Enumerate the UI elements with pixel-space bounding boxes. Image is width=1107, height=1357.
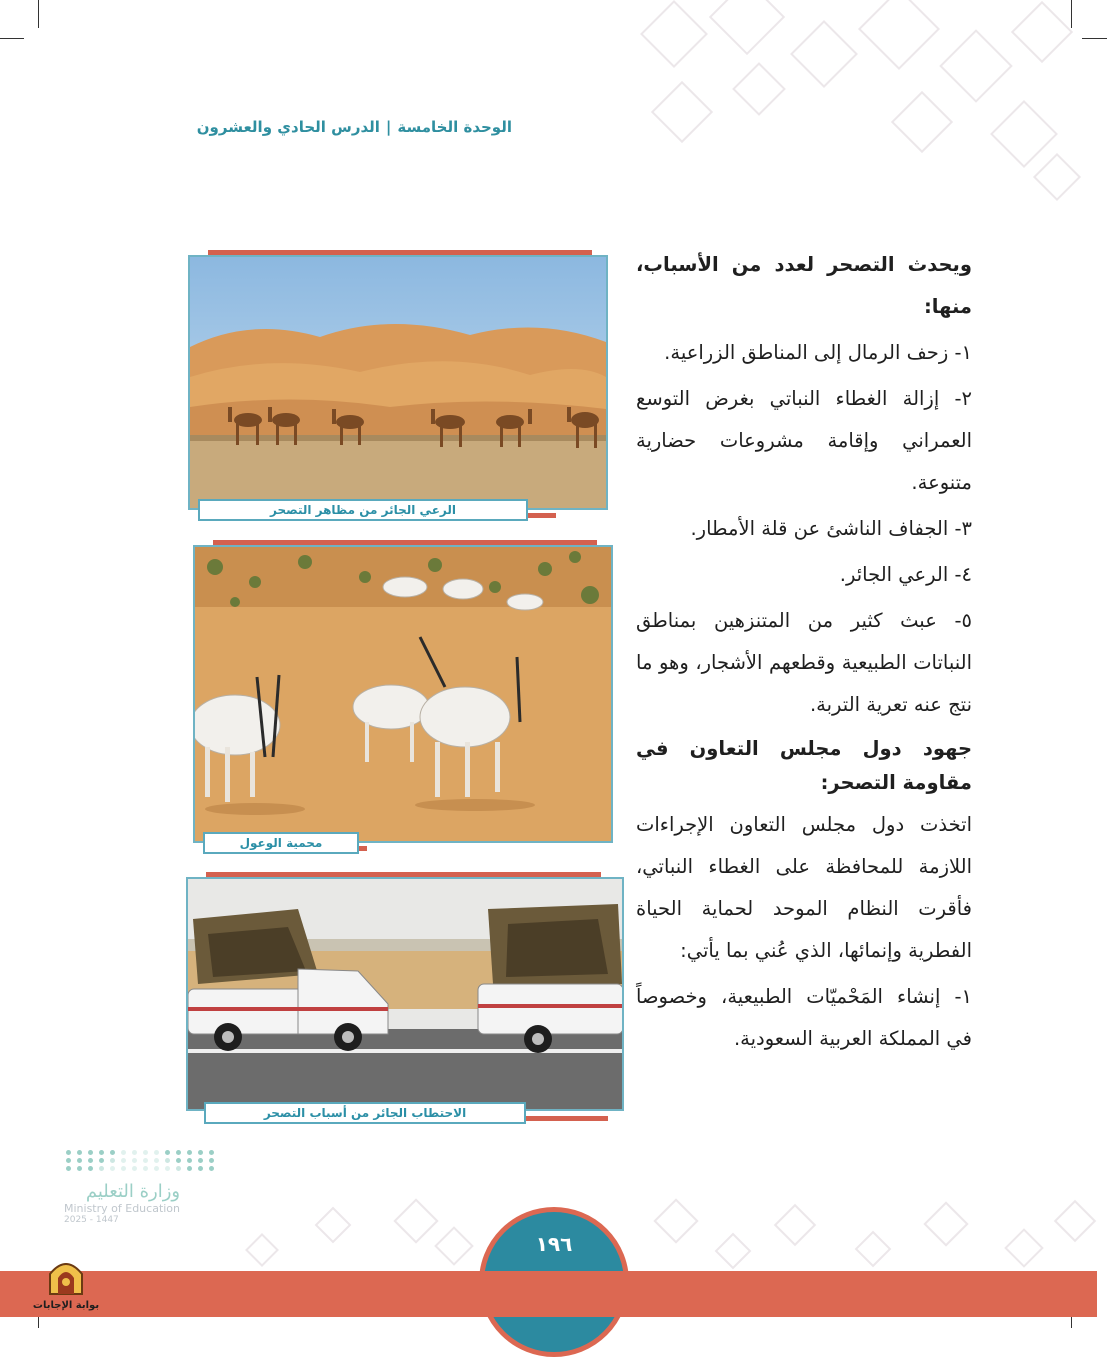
header-separator: | (385, 118, 392, 136)
ministry-name-arabic: وزارة التعليم (85, 1181, 181, 1202)
crop-mark (38, 0, 39, 28)
cause-item: ٢- إزالة الغطاء النباتي بغرض التوسع العمراني وإقامة مشروعات حضارية متنوعة. (636, 387, 972, 494)
figure-firewood-trucks (186, 872, 626, 1128)
crop-mark (1071, 0, 1072, 28)
ministry-of-education-logo (58, 1150, 208, 1225)
running-header (180, 118, 512, 136)
figure-oryx (193, 540, 615, 860)
crop-mark (1082, 38, 1107, 39)
footer-band (0, 1271, 1097, 1317)
trucks-photo (186, 877, 624, 1111)
ministry-year: 2025 - 1447 (64, 1215, 119, 1225)
unit-title: الوحدة الخامسة (397, 118, 512, 136)
cause-item: ٤- الرعي الجائر. (839, 563, 972, 586)
oryx-photo (193, 545, 613, 843)
figure-caption: محمية الوعول (203, 832, 359, 854)
figure-caption: الاحتطاب الجائر من أسباب التصحر (204, 1102, 526, 1124)
cause-item: ٣- الجفاف الناشئ عن قلة الأمطار. (690, 517, 972, 540)
body-text (636, 244, 972, 1064)
section-paragraph: اتخذت دول مجلس التعاون الإجراءات اللازمة للمحافظة على الغطاء النباتي، فأقرت النظام الموحد لحماية الحياة الفطرية وإنمائها، الذي عُني بما يأتي: (636, 813, 972, 962)
crop-mark (0, 38, 24, 39)
portal-logo-icon (46, 1258, 86, 1296)
section-heading: جهود دول مجلس التعاون في مقاومة التصحر: (636, 737, 972, 794)
cause-item: ١- زحف الرمال إلى المناطق الزراعية. (664, 341, 972, 364)
intro-paragraph: ويحدث التصحر لعدد من الأسباب، منها: (636, 253, 972, 318)
section-list-item: ١- إنشاء المَحْميّات الطبيعية، وخصوصاً في المملكة العربية السعودية. (636, 985, 972, 1050)
figure-camels (188, 250, 610, 525)
ministry-name-english: Ministry of Education (64, 1202, 181, 1215)
lesson-title: الدرس الحادي والعشرون (196, 118, 380, 136)
cause-item: ٥- عبث كثير من المتنزهين بمناطق النباتات الطبيعية وقطعهم الأشجار، وهو ما نتج عنه تعرية التربة. (636, 609, 972, 716)
portal-watermark (30, 1258, 102, 1311)
camels-photo (188, 255, 608, 510)
ministry-dots-icon (66, 1150, 208, 1171)
figure-caption: الرعي الجائر من مظاهر التصحر (198, 499, 528, 521)
portal-label: بوابة الإجابات (32, 1300, 100, 1311)
page-number: ١٩٦ (535, 1232, 573, 1256)
